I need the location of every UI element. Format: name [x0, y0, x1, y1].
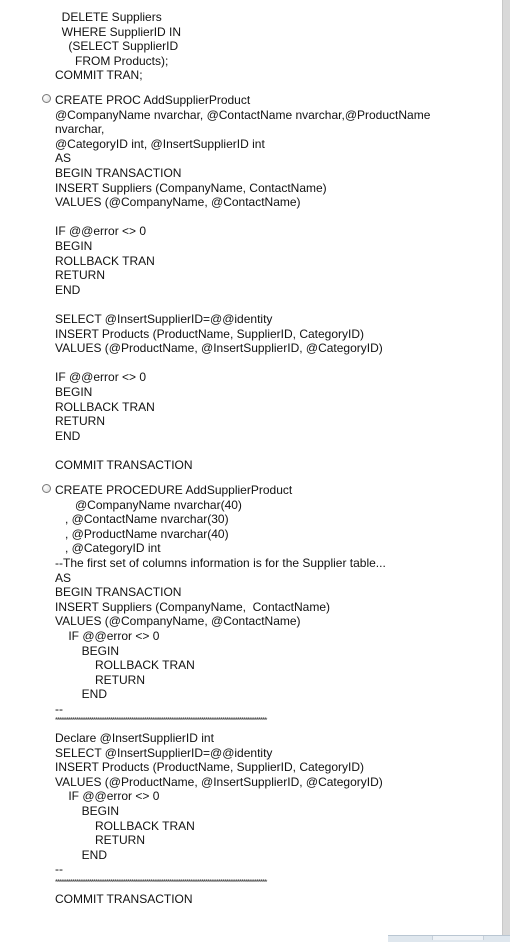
code-line: END: [55, 687, 108, 702]
code-line: COMMIT TRANSACTION: [55, 458, 193, 472]
code-line: SELECT @InsertSupplierID=@@identity: [55, 745, 273, 760]
code-line: END: [55, 847, 108, 862]
code-line: BEGIN TRANSACTION: [55, 166, 182, 180]
option1-radio[interactable]: [42, 94, 51, 103]
vertical-scrollbar[interactable]: [502, 0, 510, 942]
code-line: VALUES (@CompanyName, @ContactName): [55, 195, 301, 210]
code-line: BEGIN: [55, 239, 93, 253]
code-line: RETURN: [55, 414, 105, 429]
code-line: @CompanyName nvarchar, @ContactName nvarchar,@ProductName: [55, 107, 431, 122]
code-line: WHERE SupplierID IN: [55, 24, 182, 39]
code-line: ROLLBACK TRAN: [55, 253, 155, 268]
separator-line: ****************************************************************************************************: [55, 716, 267, 725]
code-line: --: [55, 702, 63, 716]
code-line: AS: [55, 151, 72, 166]
code-line: IF @@error <> 0: [55, 629, 160, 643]
code-line: FROM Products);: [55, 53, 169, 68]
code-line: BEGIN: [55, 804, 120, 818]
code-line: RETURN: [55, 833, 146, 848]
code-line: nvarchar,: [55, 122, 105, 137]
code-line: ROLLBACK TRAN: [55, 399, 155, 414]
option2-radio[interactable]: [42, 484, 51, 493]
code-line: COMMIT TRANSACTION: [55, 892, 193, 906]
code-line: , @ContactName nvarchar(30): [55, 512, 229, 527]
code-line: COMMIT TRAN;: [55, 68, 143, 83]
code-line: IF @@error <> 0: [55, 224, 147, 239]
code-line: END: [55, 428, 81, 443]
code-line: VALUES (@ProductName, @InsertSupplierID, @CategoryID): [55, 341, 383, 356]
code-line: VALUES (@ProductName, @InsertSupplierID, @CategoryID): [55, 774, 383, 789]
code-line: CREATE PROCEDURE AddSupplierProduct: [55, 483, 293, 497]
code-line: @CategoryID int, @InsertSupplierID int: [55, 136, 265, 151]
code-line: , @ProductName nvarchar(40): [55, 526, 229, 541]
bottom-toolbar-tab: [432, 936, 484, 940]
code-line: , @CategoryID int: [55, 541, 161, 556]
code-line: BEGIN TRANSACTION: [55, 585, 182, 600]
code-line: INSERT Suppliers (CompanyName, ContactName): [55, 599, 330, 614]
code-line: INSERT Products (ProductName, SupplierID, CategoryID): [55, 760, 365, 775]
separator-line: ****************************************************************************************************: [55, 878, 267, 887]
code-line: IF @@error <> 0: [55, 370, 147, 385]
code-line: BEGIN: [55, 385, 93, 399]
code-line: CREATE PROC AddSupplierProduct: [55, 93, 251, 107]
bottom-toolbar-edge: [388, 935, 510, 942]
code-line: BEGIN: [55, 643, 120, 658]
code-line: SELECT @InsertSupplierID=@@identity: [55, 312, 273, 326]
code-line: RETURN: [55, 672, 146, 687]
code-line: END: [55, 282, 81, 297]
code-line: ROLLBACK TRAN: [55, 658, 195, 673]
code-line: INSERT Products (ProductName, SupplierID, CategoryID): [55, 326, 365, 341]
code-line: AS: [55, 570, 72, 585]
code-line: (SELECT SupplierID: [55, 39, 179, 54]
code-line: VALUES (@CompanyName, @ContactName): [55, 614, 301, 629]
code-line: --: [55, 862, 63, 877]
code-line: Declare @InsertSupplierID int: [55, 731, 214, 745]
code-line: ROLLBACK TRAN: [55, 818, 195, 833]
code-line: IF @@error <> 0: [55, 789, 160, 804]
code-line: INSERT Suppliers (CompanyName, ContactName): [55, 180, 327, 195]
code-line: @CompanyName nvarchar(40): [55, 497, 242, 512]
code-line: DELETE Suppliers: [55, 10, 162, 24]
code-line: RETURN: [55, 268, 105, 283]
code-line: --The first set of columns information is for the Supplier table...: [55, 556, 386, 570]
